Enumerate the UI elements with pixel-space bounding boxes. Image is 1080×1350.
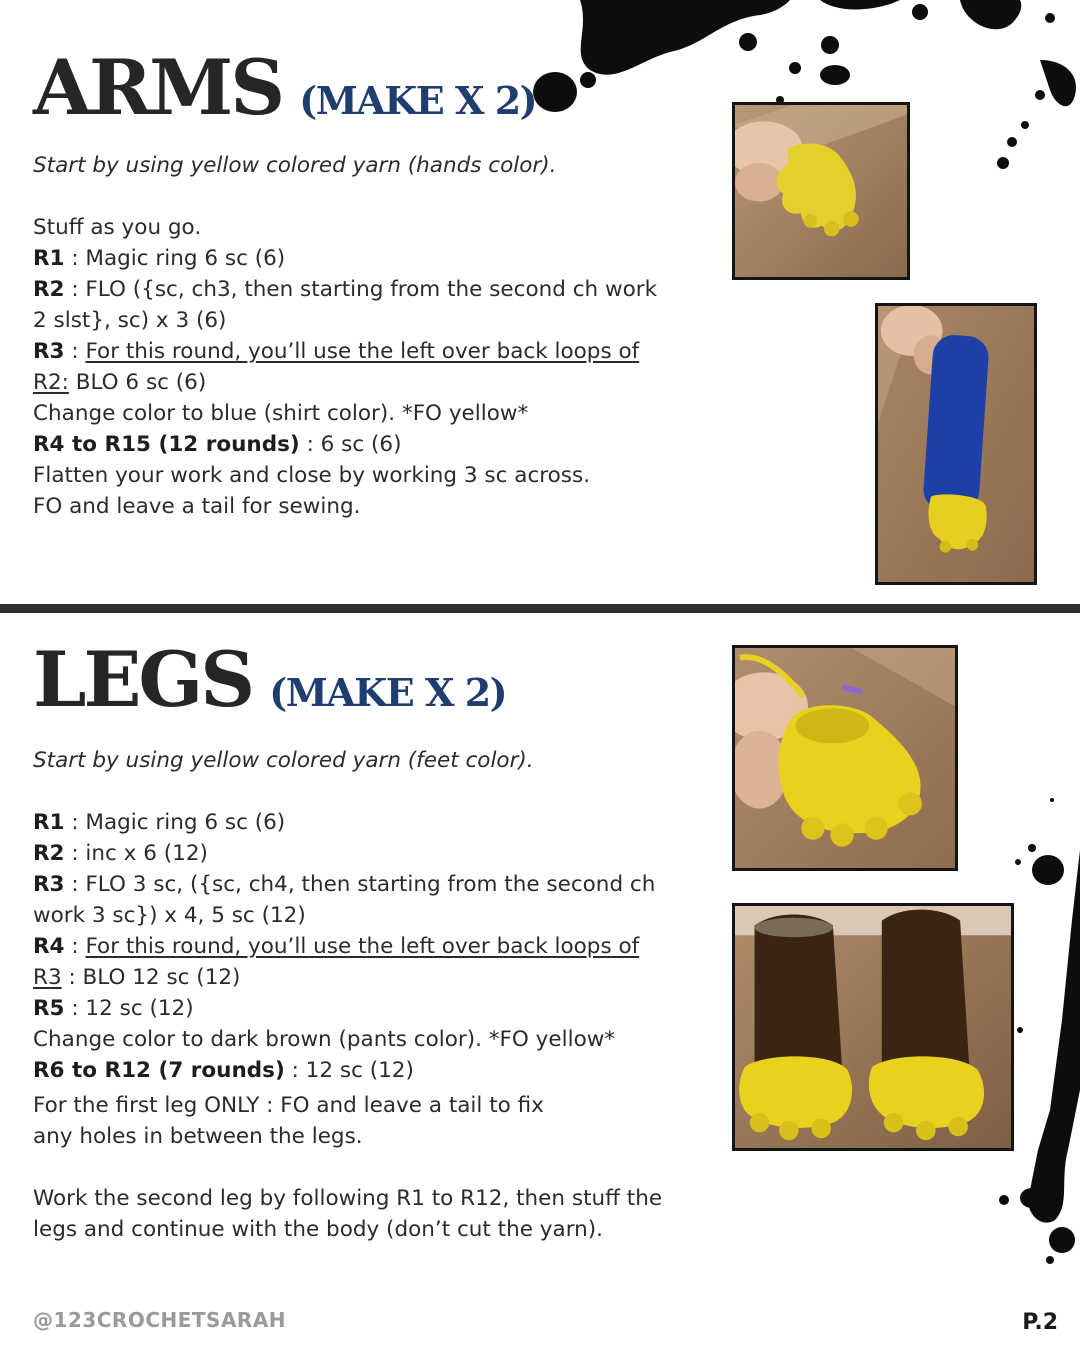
legs-header [33,635,507,724]
arms-round-4-15: R4 to R15 (12 rounds) : 6 sc (6) [33,432,402,457]
arms-round-2: R2 : FLO ({sc, ch3, then starting from the second ch work [33,277,658,302]
page-number: P.2 [1022,1310,1058,1335]
legs-color-change: Change color to dark brown (pants color). *FO yellow* [33,1027,616,1052]
arms-round-3: R3 : For this round, you’ll use the left over back loops of [33,339,640,364]
legs-first-leg-note-cont: any holes in between the legs. [33,1124,363,1149]
legs-round-3-cont: work 3 sc}) x 4, 5 sc (12) [33,903,306,928]
section-divider [0,604,1080,613]
legs-round-6-12: R6 to R12 (7 rounds) : 12 sc (12) [33,1058,414,1083]
arms-round-1: R1 : Magic ring 6 sc (6) [33,246,286,271]
photo-brown-legs [732,903,1014,1151]
legs-subtitle: (MAKE X 2) [269,670,507,715]
arms-flatten-note: Flatten your work and close by working 3 sc across. [33,463,591,488]
arms-color-change: Change color to blue (shirt color). *FO yellow* [33,401,529,426]
arms-subtitle: (MAKE X 2) [299,78,537,123]
legs-round-3: R3 : FLO 3 sc, ({sc, ch4, then starting from the second ch [33,872,656,897]
legs-intro: Start by using yellow colored yarn (feet color). [33,748,534,773]
footer-handle: @123CROCHETSARAH [33,1308,287,1332]
legs-round-4-cont: R3 : BLO 12 sc (12) [33,965,241,990]
legs-instructions [33,745,733,1245]
legs-title: LEGS [33,635,253,724]
arms-round-3-cont: R2: BLO 6 sc (6) [33,370,207,395]
photo-blue-arm [875,303,1037,585]
photo-yellow-hand [732,102,910,280]
photo-yellow-foot [732,645,958,871]
arms-title: ARMS [33,43,283,132]
arms-fo-note: FO and leave a tail for sewing. [33,494,361,519]
legs-round-2: R2 : inc x 6 (12) [33,841,208,866]
arms-stuff-note: Stuff as you go. [33,215,202,240]
arms-instructions [33,150,733,522]
legs-second-leg-note: Work the second leg by following R1 to R12, then stuff the [33,1186,663,1211]
legs-second-leg-note-cont: legs and continue with the body (don’t cut the yarn). [33,1217,604,1242]
legs-round-1: R1 : Magic ring 6 sc (6) [33,810,286,835]
legs-round-5: R5 : 12 sc (12) [33,996,194,1021]
arms-intro: Start by using yellow colored yarn (hands color). [33,153,557,178]
arms-header [33,43,537,132]
legs-first-leg-note: For the first leg ONLY : FO and leave a tail to fix [33,1093,544,1118]
legs-round-4: R4 : For this round, you’ll use the left over back loops of [33,934,640,959]
arms-round-2-cont: 2 slst}, sc) x 3 (6) [33,308,227,333]
